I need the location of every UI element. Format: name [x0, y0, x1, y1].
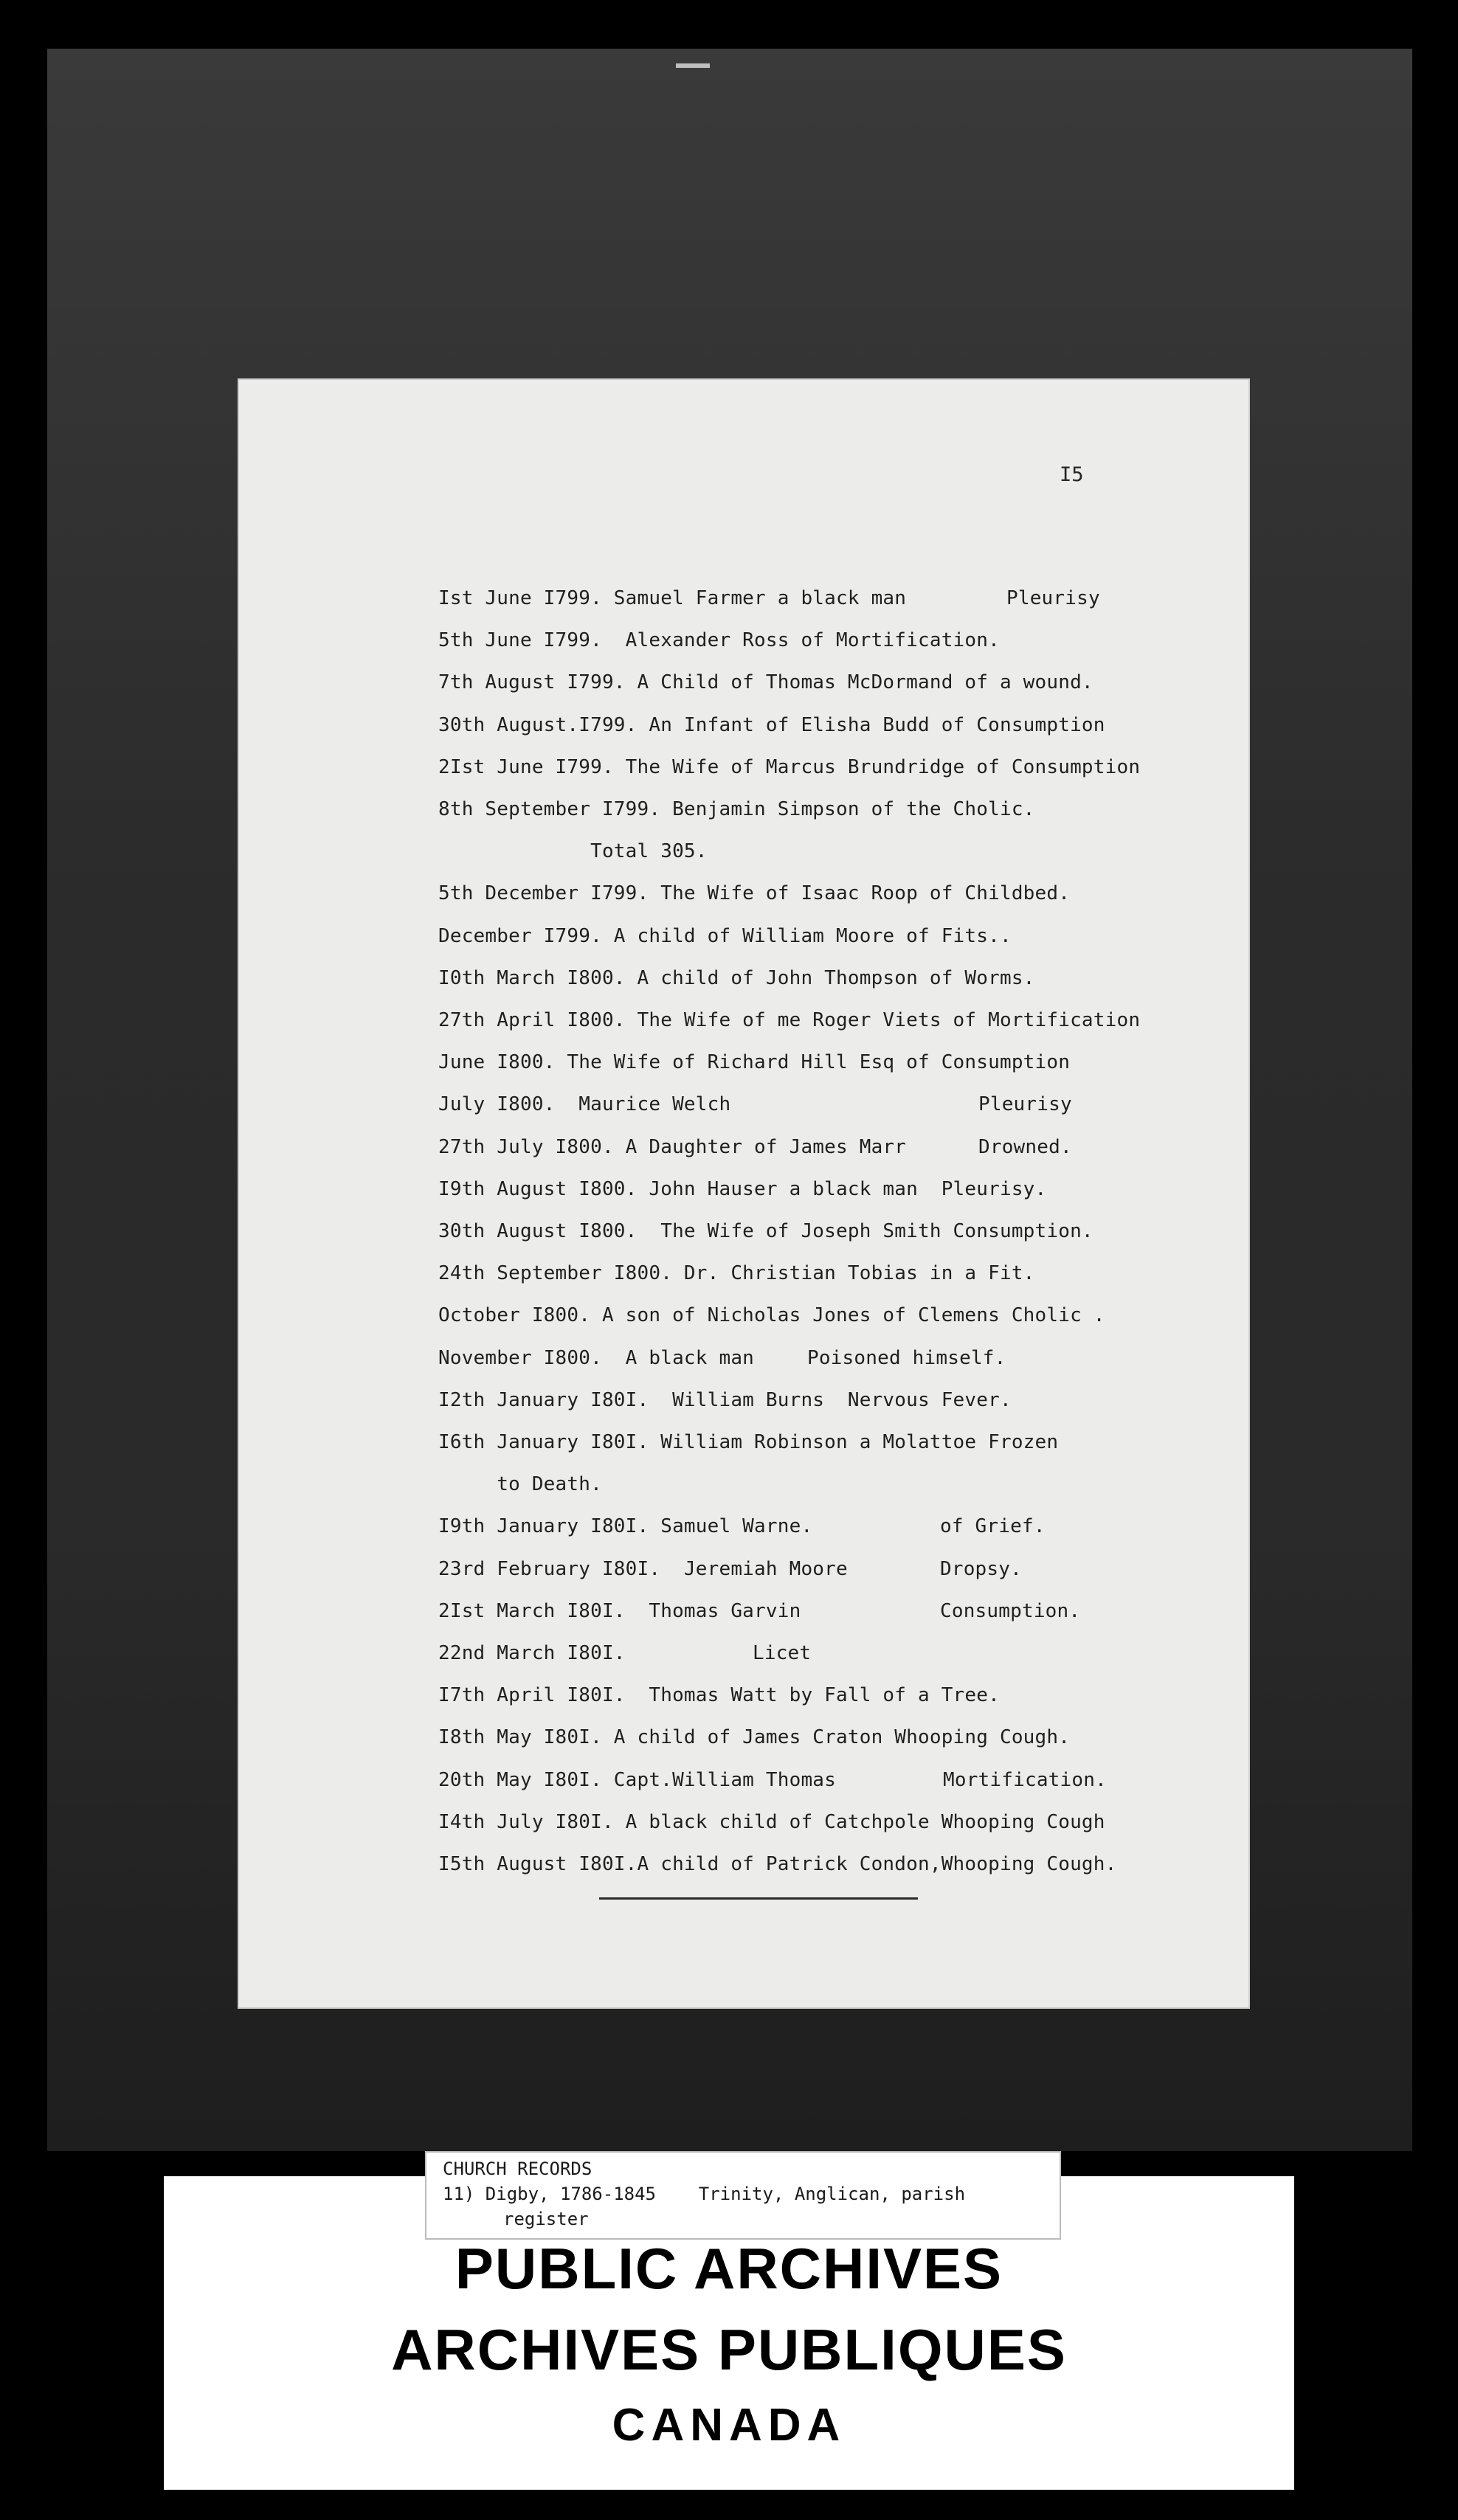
- burial-entry: [438, 714, 1105, 736]
- burial-entry: [438, 671, 1094, 693]
- entry-text: 24th September I800. Dr. Christian Tobias in a Fit.: [438, 1262, 1035, 1284]
- archive-title-english: PUBLIC ARCHIVES: [455, 2236, 1003, 2301]
- burial-entry: [438, 1220, 1094, 1242]
- entry-text: I6th January I80I. William Robinson a Molattoe Frozen: [438, 1431, 1059, 1453]
- entry-text: 2Ist March I80I. Thomas Garvin: [438, 1600, 801, 1622]
- entry-text: 27th April I800. The Wife of me Roger Viets of Mortification: [438, 1009, 1141, 1031]
- burial-entry: [438, 1769, 1107, 1791]
- entry-text: 7th August I799. A Child of Thomas McDormand of a wound.: [438, 671, 1094, 693]
- burial-entry: [438, 1262, 1035, 1284]
- page-number: I5: [1060, 463, 1084, 486]
- entry-text: 5th December I799. The Wife of Isaac Roop of Childbed.: [438, 882, 1071, 904]
- entry-text: 2Ist June I799. The Wife of Marcus Brundridge of Consumption: [438, 756, 1141, 778]
- entry-text: July I800. Maurice Welch: [438, 1093, 731, 1115]
- entry-cause: Drowned.: [978, 1136, 1072, 1158]
- burial-entry: [438, 1642, 812, 1664]
- burial-entry: [438, 798, 1035, 820]
- burial-entry: [438, 1684, 1000, 1706]
- burial-entry: [438, 629, 1000, 651]
- entry-text: 27th July I800. A Daughter of James Marr: [438, 1136, 907, 1158]
- entry-cause: Dropsy.: [940, 1558, 1022, 1580]
- burial-entry: [438, 1093, 1072, 1115]
- entry-text: I7th April I80I. Thomas Watt by Fall of a Tree.: [438, 1684, 1000, 1706]
- entry-text: 20th May I80I. Capt.William Thomas: [438, 1769, 837, 1791]
- entry-text: I9th August I800. John Hauser a black man Pleurisy.: [438, 1178, 1047, 1200]
- burial-entry: [438, 1431, 1058, 1453]
- entry-text: 30th August I800. The Wife of Joseph Smith Consumption.: [438, 1220, 1094, 1242]
- burial-entry: [438, 1558, 1022, 1580]
- entry-text: Ist June I799. Samuel Farmer a black man: [438, 587, 907, 609]
- burial-entry: [438, 1347, 1006, 1369]
- burial-entry: [438, 925, 1012, 947]
- entry-text: October I800. A son of Nicholas Jones of Clemens Cholic .: [438, 1304, 1105, 1326]
- tag-line-collection: CHURCH RECORDS: [443, 2159, 592, 2179]
- film-top-mark: [676, 63, 710, 68]
- entry-cause: of Grief.: [940, 1515, 1046, 1537]
- burial-entry: [438, 967, 1035, 989]
- burial-entry: [438, 1853, 1117, 1875]
- entry-text: I2th January I80I. William Burns Nervous Fever.: [438, 1389, 1012, 1411]
- archive-country: CANADA: [612, 2400, 846, 2451]
- burial-entry: [438, 1009, 1140, 1031]
- entry-text: Total 305.: [438, 840, 708, 862]
- burial-entry: [438, 1600, 1081, 1622]
- entry-text: 30th August.I799. An Infant of Elisha Budd of Consumption: [438, 714, 1105, 736]
- burial-entry: [438, 840, 708, 862]
- closing-rule: [599, 1897, 918, 1900]
- burial-entry: [438, 1473, 602, 1495]
- entry-text: I4th July I80I. A black child of Catchpole Whooping Cough: [438, 1811, 1105, 1833]
- entry-cause: Pleurisy: [1006, 587, 1100, 609]
- entry-text: 23rd February I80I. Jeremiah Moore: [438, 1558, 848, 1580]
- entry-text: November I800. A black man: [438, 1347, 755, 1369]
- entry-text: I5th August I80I.A child of Patrick Condon,Whooping Cough.: [438, 1853, 1117, 1875]
- entry-cause: Poisoned himself.: [807, 1347, 1006, 1369]
- burial-entry: [438, 1515, 1046, 1537]
- entry-text: 8th September I799. Benjamin Simpson of the Cholic.: [438, 798, 1035, 820]
- burial-entry: [438, 1136, 1072, 1158]
- burial-entry: [438, 1726, 1070, 1748]
- entry-text: 5th June I799. Alexander Ross of Mortification.: [438, 629, 1000, 651]
- burial-entry: [438, 1051, 1070, 1073]
- entry-text: I0th March I800. A child of John Thompson of Worms.: [438, 967, 1035, 989]
- burial-entry: [438, 882, 1070, 904]
- entry-text: I9th January I80I. Samuel Warne.: [438, 1515, 813, 1537]
- tag-line-source: 11) Digby, 1786-1845 Trinity, Anglican, parish: [443, 2184, 966, 2204]
- entry-cause: Licet: [753, 1642, 812, 1664]
- entry-cause: Mortification.: [943, 1769, 1107, 1791]
- burial-entry: [438, 1304, 1105, 1326]
- entry-cause: Pleurisy: [978, 1093, 1072, 1115]
- entry-text: December I799. A child of William Moore of Fits..: [438, 925, 1012, 947]
- burial-entry: [438, 756, 1140, 778]
- archive-title-french: ARCHIVES PUBLIQUES: [391, 2317, 1067, 2382]
- entry-text: to Death.: [438, 1473, 602, 1495]
- tag-line-type: register: [503, 2209, 589, 2229]
- entry-cause: Consumption.: [940, 1600, 1081, 1622]
- entry-text: I8th May I80I. A child of James Craton Whooping Cough.: [438, 1726, 1071, 1748]
- collection-tag: [425, 2151, 1061, 2240]
- burial-entry: [438, 587, 1100, 609]
- entry-text: June I800. The Wife of Richard Hill Esq of Consumption: [438, 1051, 1071, 1073]
- entry-text: 22nd March I80I.: [438, 1642, 626, 1664]
- burial-entry: [438, 1178, 1046, 1200]
- burial-entry: [438, 1389, 1012, 1411]
- burial-entry: [438, 1811, 1105, 1833]
